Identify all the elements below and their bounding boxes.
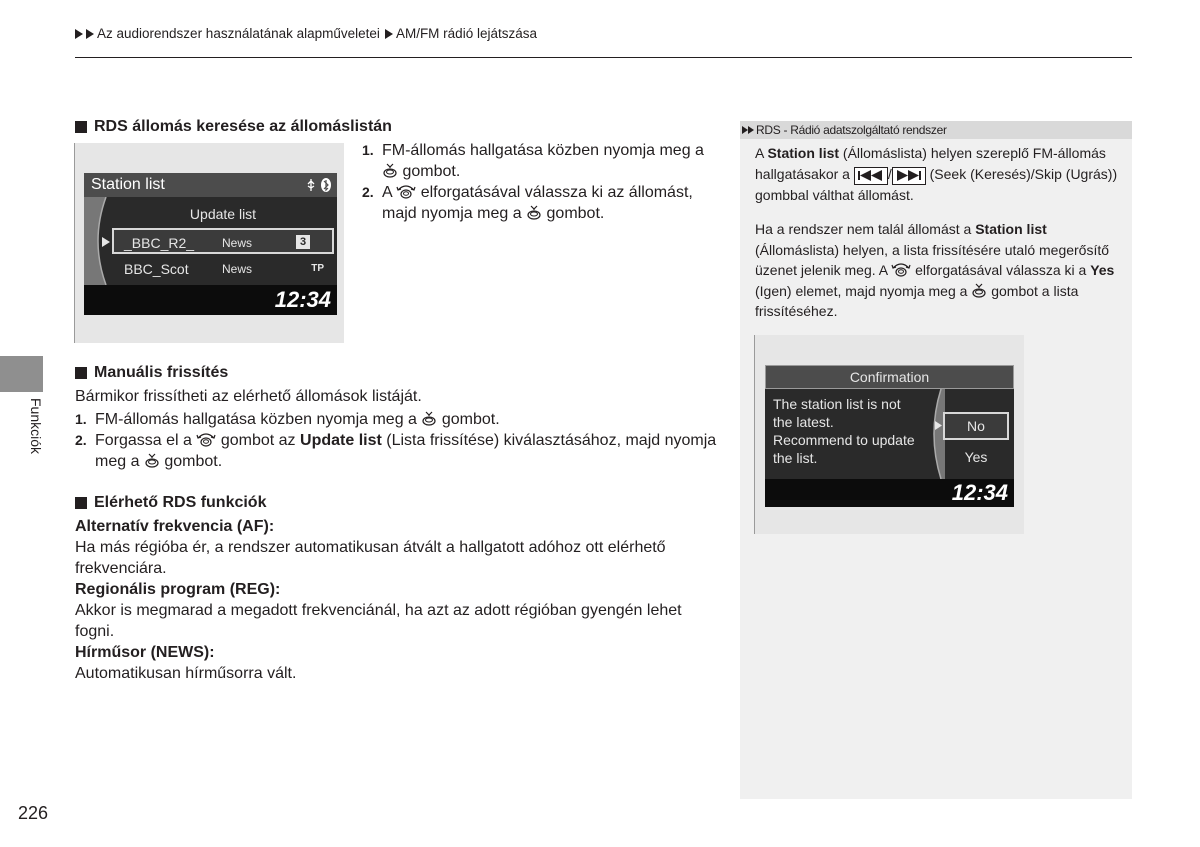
arrow-right-icon [748,126,754,134]
text: Ha a rendszer nem talál állomást a [755,221,972,237]
breadcrumb [75,26,537,41]
section3-body [75,516,735,684]
text: hallgatásakor a [755,165,850,182]
step-text: gombot. [546,205,605,222]
section-heading-rds-functions [75,494,266,512]
dialog-message [773,395,933,467]
step-text: Forgassa el a [95,432,192,449]
station-tag: News [222,236,253,250]
step-2 [75,430,735,472]
step-text: majd nyomja meg a [382,205,522,222]
dialog-body [765,389,1014,479]
menu-term: Update list [300,432,382,449]
text: frissítéséhez. [755,303,838,319]
text: gombbal válthat állomást. [755,186,914,203]
section-heading-manual-refresh [75,364,228,382]
message-line: the latest. [773,414,834,430]
step-text: FM-állomás hallgatása közben nyomja meg a [95,411,417,428]
message-line: the list. [773,450,818,466]
menu-term: Station list [975,221,1047,237]
step-text: (Lista frissítése) kiválasztásához, majd nyomja [386,432,717,449]
page-number: 226 [18,803,49,823]
breadcrumb-parent: Az audiorendszer használatának alapműveletei [97,26,380,41]
menu-term: Yes [1090,262,1115,278]
yes-button[interactable]: Yes [964,449,988,465]
dial-arc-icon [925,389,945,479]
section-title: Manuális frissítés [94,364,229,381]
tp-badge: TP [311,263,324,274]
header-rule [75,57,1132,58]
step-continuation [362,203,722,224]
section1-steps [362,140,722,224]
sidebar-heading-text: RDS - Rádió adatszolgáltató rendszer [756,123,947,137]
feature-title-af: Alternatív frekvencia (AF): [75,518,275,535]
station-list-body [84,197,337,285]
rotate-knob-icon [196,431,216,447]
step-text: gombot. [441,411,500,428]
step-text: gombot. [164,453,223,470]
screen-title-bar [84,173,337,197]
step-continuation [362,161,722,182]
sidebar-heading [740,121,1132,139]
push-knob-icon [971,282,987,298]
feature-text: fogni. [75,623,115,640]
push-knob-icon [526,204,542,220]
rotate-knob-icon [891,261,911,277]
list-item[interactable] [112,256,334,282]
step-number: 2. [362,184,374,200]
no-button[interactable]: No [943,412,1009,440]
text: A [755,145,764,161]
station-name: BBC_Scot [124,261,189,277]
station-name: _BBC_R2_ [124,235,195,251]
sidebar-paragraph-1 [755,143,1125,205]
screen-clock: 12:34 [765,479,1014,507]
feature-text: Akkor is megmarad a megadott frekvenciánál, ha azt az adott régióban gyengén lehet [75,602,682,619]
feature-text: Automatikusan hírműsorra vált. [75,665,297,682]
feature-title-reg: Regionális program (REG): [75,581,281,598]
push-knob-icon [421,410,437,426]
feature-text: frekvenciára. [75,560,167,577]
separator: / [887,165,892,182]
arrow-right-icon [86,29,94,39]
breadcrumb-current: AM/FM rádió lejátszása [395,26,537,41]
square-bullet-icon [75,497,87,509]
text: üzenet jelenik meg. A [755,262,888,278]
arrow-right-icon [75,29,83,39]
message-line: The station list is not [773,396,901,412]
text: elforgatásával válassza ki a [915,262,1087,278]
text: (Állomáslista) helyen szereplő FM-állomás [842,145,1106,161]
intro-text: Bármikor frissítheti az elérhető állomások listáját. [75,388,422,405]
chapter-label: Funkciók [28,398,44,455]
sidebar-paragraph-2 [755,219,1125,322]
text: (Seek (Keresés)/Skip (Ugrás)) [929,165,1118,182]
arrow-right-icon [385,29,393,39]
step-text: gombot az [220,432,296,449]
square-bullet-icon [75,367,87,379]
list-item-label: Update list [189,206,257,222]
step-1 [362,140,722,182]
list-item-update[interactable] [112,201,334,227]
section-heading-rds-search [75,118,392,136]
usb-bluetooth-icon [305,177,333,193]
push-knob-icon [144,452,160,468]
text: (Állomáslista) helyen, a lista frissítésére utaló megerősítő [755,241,1110,258]
confirmation-screen [754,335,1024,534]
step-number: 2. [75,432,87,448]
feature-text: Ha más régióba ér, a rendszer automatikusan átvált a hallgatott adóhoz ott elérhető [75,539,666,556]
list-item-selected[interactable] [112,228,334,254]
step-2 [362,182,722,224]
selection-pointer-icon [102,237,110,247]
step-text: FM-állomás hallgatása közben nyomja meg a [382,142,704,159]
step-text: A [382,184,392,201]
step-text: elforgatásával válassza ki az állomást, [420,184,693,201]
seek-forward-button-icon [892,167,926,185]
dialog-title: Confirmation [765,365,1014,389]
step-continuation [75,451,735,472]
screen-title: Station list [91,176,165,193]
step-text: meg a [95,453,140,470]
push-knob-icon [382,162,398,178]
step-number: 1. [75,411,87,427]
text: gombot a lista [991,282,1079,299]
chapter-tab [0,356,43,392]
selection-pointer-icon [935,421,942,430]
screen-clock: 12:34 [84,285,337,315]
rotate-knob-icon [396,183,416,199]
square-bullet-icon [75,121,87,133]
station-tag: News [222,262,253,276]
step-1 [75,409,735,430]
step-text: gombot. [402,163,461,180]
station-list-screen [74,143,344,343]
section2-body [75,386,735,472]
section-title: Elérhető RDS funkciók [94,494,267,511]
menu-term: Station list [767,145,840,161]
message-line: Recommend to update [773,432,915,448]
section-title: RDS állomás keresése az állomáslistán [94,118,392,135]
step-number: 1. [362,142,374,158]
text: (Igen) elemet, majd nyomja meg a [755,282,968,299]
seek-back-button-icon [854,167,888,185]
preset-badge: 3 [296,235,310,249]
feature-title-news: Hírműsor (NEWS): [75,644,215,661]
